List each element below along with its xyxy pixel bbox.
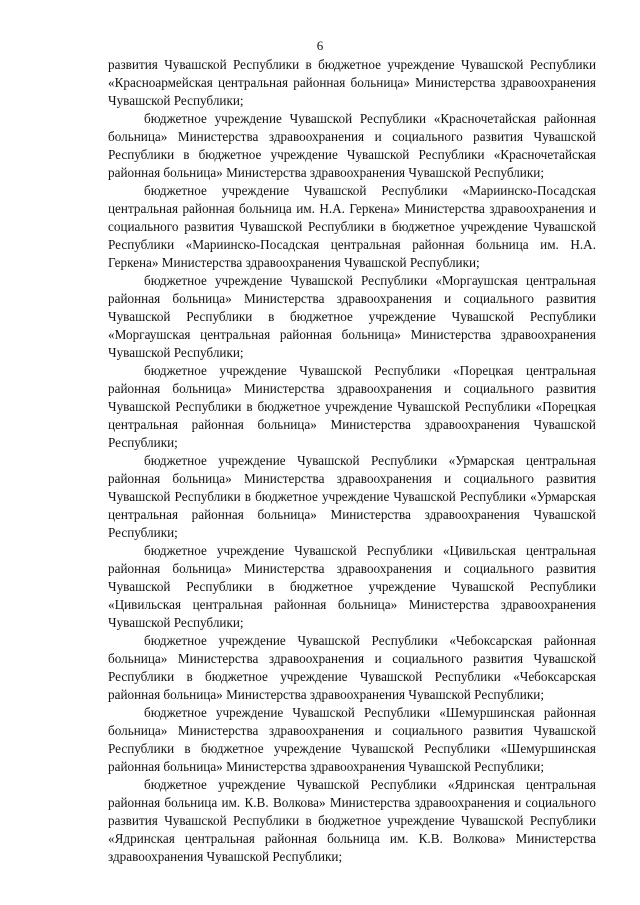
paragraph-shemurshinskaya: бюджетное учреждение Чувашской Республики «Шемуршинская районная больница» Министерства здравоохранения и социального развития Чувашской Республики в бюджетное учреждение Чувашской Республики «Шемуршинская районная больница» Министерства здравоохранения Чувашской Республики; (108, 705, 596, 774)
paragraph-cheboksarskaya: бюджетное учреждение Чувашской Республики «Чебоксарская районная больница» Министерства здравоохранения и социального развития Чувашской Республики в бюджетное учреждение Чувашской Республики «Чебоксарская районная больница» Министерства здравоохранения Чувашской Республики; (108, 633, 596, 702)
paragraph-continuation: развития Чувашской Республики в бюджетное учреждение Чувашской Республики «Красноармейская центральная районная больница» Министерства здравоохранения Чувашской Республики; (108, 57, 596, 108)
paragraph-yadrinskaya: бюджетное учреждение Чувашской Республики «Ядринская центральная районная больница им. К.В. Волкова» Министерства здравоохранения и социального развития Чувашской Республики в бюджетное учреждение Чувашской Республики «Ядринская центральная районная больница им. К.В. Волкова» Министерства здравоохранения Чувашской Республики; (108, 777, 596, 864)
paragraph-morgaushskaya: бюджетное учреждение Чувашской Республики «Моргаушская центральная районная больница» Министерства здравоохранения и социального развития Чувашской Республики в бюджетное учреждение Чувашской Республики «Моргаушская центральная районная больница» Министерства здравоохранения Чувашской Республики; (108, 273, 596, 360)
document-body (108, 56, 596, 866)
paragraph-urmarskaya: бюджетное учреждение Чувашской Республики «Урмарская центральная районная больница» Министерства здравоохранения и социального развития Чувашской Республики в бюджетное учреждение Чувашской Республики «Урмарская центральная районная больница» Министерства здравоохранения Чувашской Республики; (108, 453, 596, 540)
paragraph-tsivilskaya: бюджетное учреждение Чувашской Республики «Цивильская центральная районная больница» Министерства здравоохранения и социального развития Чувашской Республики в бюджетное учреждение Чувашской Республики «Цивильская центральная районная больница» Министерства здравоохранения Чувашской Республики; (108, 543, 596, 630)
paragraph-krasnochetayskaya: бюджетное учреждение Чувашской Республики «Красночетайская районная больница» Министерства здравоохранения и социального развития Чувашской Республики в бюджетное учреждение Чувашской Республики «Красночетайская районная больница» Министерства здравоохранения Чувашской Республики; (108, 111, 596, 180)
page-number: 6 (316, 38, 324, 53)
paragraph-mariinsko-posadskaya: бюджетное учреждение Чувашской Республики «Мариинско-Посадская центральная районная больница им. Н.А. Геркена» Министерства здравоохранения и социального развития Чувашской Республики в бюджетное учреждение Чувашской Республики «Мариинско-Посадская центральная районная больница им. Н.А. Геркена» Министерства здравоохранения Чувашской Республики; (108, 183, 596, 270)
paragraph-poretskaya: бюджетное учреждение Чувашской Республики «Порецкая центральная районная больница» Министерства здравоохранения и социального развития Чувашской Республики в бюджетное учреждение Чувашской Республики «Порецкая центральная районная больница» Министерства здравоохранения Чувашской Республики; (108, 363, 596, 450)
